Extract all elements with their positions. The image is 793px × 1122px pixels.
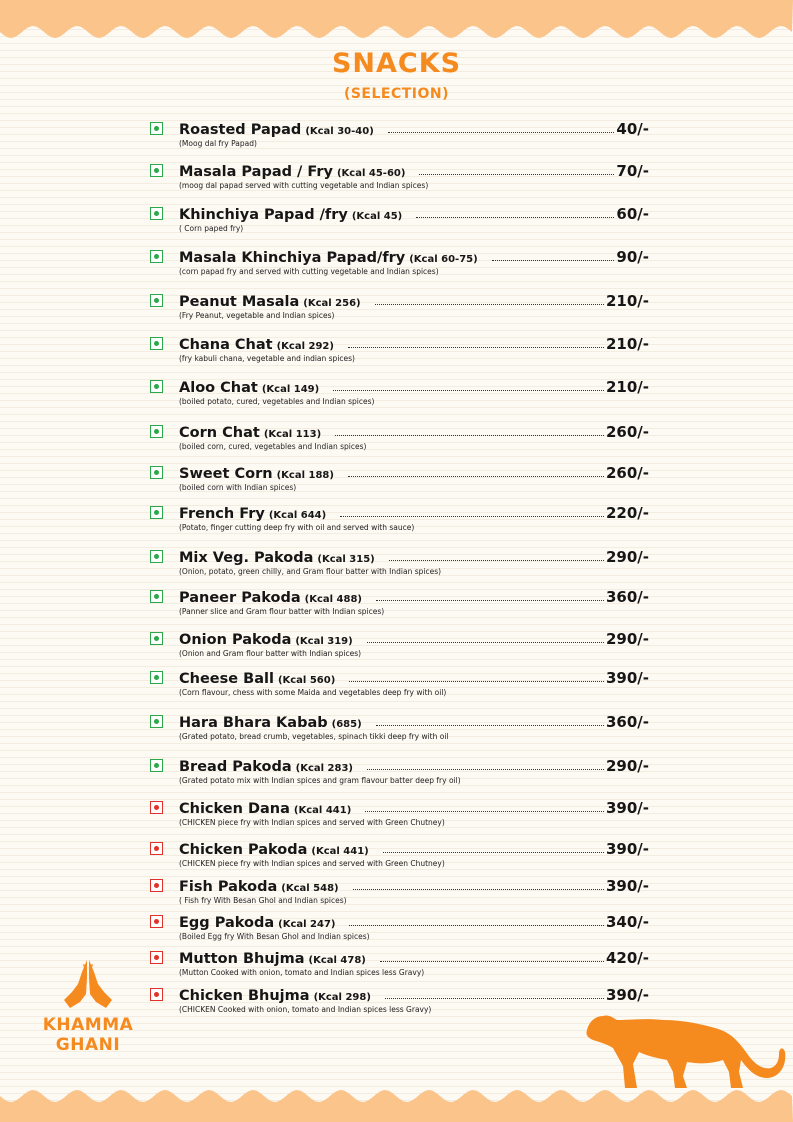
menu-item-name: Egg Pakoda [179, 915, 275, 931]
menu-item-line [179, 333, 649, 353]
menu-item-name: Mix Veg. Pakoda [179, 550, 314, 566]
menu-item-line [179, 628, 649, 648]
dot-leader [389, 560, 604, 561]
menu-item-kcal: (Kcal 113) [263, 429, 322, 440]
menu-item-description: (Onion, potato, green chilly, and Gram flour batter with Indian spices) [179, 567, 442, 576]
dot-leader [492, 260, 615, 261]
menu-item-kcal: (Kcal 292) [276, 341, 334, 352]
menu-item-name: Masala Papad / Fry [179, 164, 333, 180]
dot-leader [353, 889, 604, 890]
menu-item-description: ( Fish fry With Besan Ghol and Indian spices) [179, 896, 347, 905]
menu-item-kcal: (Kcal 188) [276, 470, 334, 481]
menu-item-line [179, 203, 649, 223]
menu-item-name: Chicken Bhujma [179, 988, 310, 1004]
menu-item-price: 210/- [605, 335, 649, 353]
veg-mark-icon [150, 632, 163, 645]
menu-item-description: ( Corn paped fry) [179, 224, 244, 233]
menu-item-line [179, 797, 649, 817]
menu-item-name: Chana Chat [179, 337, 273, 353]
veg-mark-icon [150, 466, 163, 479]
menu-item-kcal: (Kcal 298) [313, 992, 371, 1003]
menu-item-price: 60/- [616, 205, 649, 223]
menu-item-name: Roasted Papad [179, 122, 302, 138]
menu-item [150, 462, 650, 496]
brand-name-line1: KHAMMA [42, 1015, 134, 1035]
leopard-icon [583, 1008, 789, 1088]
menu-item [150, 502, 650, 536]
dot-leader [349, 681, 604, 682]
dot-leader [380, 961, 604, 962]
veg-mark-icon [150, 671, 163, 684]
menu-item-description: (Onion and Gram flour batter with Indian spices) [179, 649, 362, 658]
veg-mark-icon [150, 250, 163, 263]
menu-item-kcal: (685) [331, 719, 362, 730]
menu-item-kcal: (Kcal 441) [293, 805, 352, 816]
veg-mark-icon [150, 164, 163, 177]
menu-item [150, 586, 650, 620]
menu-item-description: (corn papad fry and served with cutting vegetable and Indian spices) [179, 267, 439, 276]
menu-item [150, 376, 650, 410]
menu-item [150, 911, 650, 945]
page-title: SNACKS [331, 48, 462, 79]
dot-leader [365, 811, 604, 812]
page-subtitle: (SELECTION) [343, 86, 450, 102]
menu-item-price: 40/- [616, 120, 649, 138]
veg-mark-icon [150, 590, 163, 603]
menu-item-kcal: (Kcal 644) [268, 510, 327, 521]
menu-item-description: (fry kabuli chana, vegetable and indian spices) [179, 354, 355, 363]
dot-leader [383, 852, 604, 853]
menu-item-price: 290/- [605, 548, 649, 566]
dot-leader [348, 347, 604, 348]
menu-item-line [179, 586, 649, 606]
menu-item-description: (boiled potato, cured, vegetables and Indian spices) [179, 397, 375, 406]
menu-item-name: Chicken Pakoda [179, 842, 308, 858]
dot-leader [348, 476, 604, 477]
veg-mark-icon [150, 122, 163, 135]
veg-mark-icon [150, 337, 163, 350]
menu-item-price: 360/- [605, 713, 649, 731]
menu-item [150, 711, 650, 745]
menu-item-price: 390/- [605, 986, 649, 1004]
brand-name-line2: GHANI [55, 1035, 121, 1055]
menu-item-name: Chicken Dana [179, 801, 290, 817]
menu-item-kcal: (Kcal 488) [304, 594, 362, 605]
menu-item-kcal: (Kcal 478) [308, 955, 366, 966]
menu-item-price: 390/- [605, 877, 649, 895]
menu-item-price: 420/- [605, 949, 649, 967]
dot-leader [367, 769, 604, 770]
menu-item-name: Onion Pakoda [179, 632, 292, 648]
menu-item-name: French Fry [179, 506, 265, 522]
top-wave-band [0, 0, 793, 46]
menu-item [150, 875, 650, 909]
menu-item-line [179, 711, 649, 731]
menu-item-description: (CHICKEN piece fry with Indian spices and served with Green Chutney) [179, 859, 445, 868]
menu-item-name: Peanut Masala [179, 294, 300, 310]
menu-item-description: (Fry Peanut, vegetable and Indian spices) [179, 311, 335, 320]
menu-item-line [179, 246, 649, 266]
menu-item-price: 210/- [605, 378, 649, 396]
dot-leader [376, 725, 604, 726]
menu-item [150, 160, 650, 194]
veg-mark-icon [150, 380, 163, 393]
menu-item-line [179, 421, 649, 441]
menu-item-line [179, 376, 649, 396]
menu-item-name: Hara Bhara Kabab [179, 715, 328, 731]
menu-item [150, 628, 650, 662]
menu-item-kcal: (Kcal 548) [281, 883, 339, 894]
menu-item-name: Khinchiya Papad /fry [179, 207, 348, 223]
menu-item-line [179, 462, 649, 482]
dot-leader [388, 132, 615, 133]
menu-item-description: (Grated potato mix with Indian spices and gram flavour batter deep fry oil) [179, 776, 461, 785]
veg-mark-icon [150, 207, 163, 220]
menu-item-description: (CHICKEN piece fry with Indian spices and served with Green Chutney) [179, 818, 445, 827]
menu-item-description: (boiled corn with Indian spices) [179, 483, 297, 492]
menu-item-line [179, 502, 649, 522]
menu-item-description: (Potato, finger cutting deep fry with oil and served with sauce) [179, 523, 415, 532]
menu-item-description: (Grated potato, bread crumb, vegetables, spinach tikki deep fry with oil [179, 732, 449, 741]
menu-item-name: Bread Pakoda [179, 759, 292, 775]
menu-item-line [179, 755, 649, 775]
menu-item-kcal: (Kcal 560) [277, 675, 336, 686]
nonveg-mark-icon [150, 951, 163, 964]
menu-item-name: Mutton Bhujma [179, 951, 305, 967]
menu-item-line [179, 911, 649, 931]
menu-item-description: (moog dal papad served with cutting vegetable and Indian spices) [179, 181, 429, 190]
menu-item-line [179, 984, 649, 1004]
menu-item-name: Cheese Ball [179, 671, 274, 687]
menu-item-description: (Mutton Cooked with onion, tomato and Indian spices less Gravy) [179, 968, 425, 977]
veg-mark-icon [150, 294, 163, 307]
menu-item-price: 390/- [605, 799, 649, 817]
dot-leader [335, 435, 604, 436]
menu-item-line [179, 546, 649, 566]
menu-item-kcal: (Kcal 283) [295, 763, 354, 774]
dot-leader [375, 304, 604, 305]
dot-leader [385, 998, 604, 999]
menu-item-description: (CHICKEN Cooked with onion, tomato and Indian spices less Gravy) [179, 1005, 432, 1014]
menu-item-price: 70/- [616, 162, 649, 180]
nonveg-mark-icon [150, 988, 163, 1001]
menu-item [150, 333, 650, 367]
menu-item [150, 984, 650, 1018]
menu-item [150, 203, 650, 237]
menu-item [150, 118, 650, 152]
dot-leader [333, 390, 604, 391]
namaste-hands-icon [60, 958, 116, 1012]
menu-item-price: 340/- [605, 913, 649, 931]
menu-item-price: 360/- [605, 588, 649, 606]
menu-item [150, 797, 650, 831]
menu-item [150, 838, 650, 872]
menu-item-kcal: (Kcal 256) [303, 298, 361, 309]
menu-item-price: 390/- [605, 840, 649, 858]
dot-leader [416, 217, 614, 218]
bottom-wave-band [0, 1082, 793, 1122]
nonveg-mark-icon [150, 879, 163, 892]
menu-item-price: 210/- [605, 292, 649, 310]
menu-item-name: Corn Chat [179, 425, 260, 441]
menu-item [150, 947, 650, 981]
menu-item-price: 260/- [605, 464, 649, 482]
menu-item-kcal: (Kcal 30-40) [305, 126, 374, 137]
menu-item-description: (Corn flavour, chess with some Maida and vegetables deep fry with oil) [179, 688, 447, 697]
veg-mark-icon [150, 550, 163, 563]
nonveg-mark-icon [150, 801, 163, 814]
menu-item [150, 755, 650, 789]
menu-item [150, 667, 650, 701]
nonveg-mark-icon [150, 915, 163, 928]
menu-item-line [179, 160, 649, 180]
menu-item-line [179, 947, 649, 967]
menu-item-name: Paneer Pakoda [179, 590, 301, 606]
veg-mark-icon [150, 759, 163, 772]
menu-item-name: Aloo Chat [179, 380, 258, 396]
menu-item-description: (boiled corn, cured, vegetables and Indian spices) [179, 442, 367, 451]
menu-item-price: 90/- [616, 248, 649, 266]
dot-leader [376, 600, 604, 601]
dot-leader [340, 516, 604, 517]
menu-item-name: Fish Pakoda [179, 879, 278, 895]
menu-item-price: 290/- [605, 630, 649, 648]
menu-item-line [179, 875, 649, 895]
brand-logo [30, 958, 146, 1058]
menu-item-price: 390/- [605, 669, 649, 687]
menu-item-description: (Moog dal fry Papad) [179, 139, 257, 148]
menu-item-line [179, 667, 649, 687]
menu-item-line [179, 838, 649, 858]
menu-item-kcal: (Kcal 247) [278, 919, 336, 930]
menu-item-name: Masala Khinchiya Papad/fry [179, 250, 406, 266]
dot-leader [419, 174, 614, 175]
menu-item [150, 290, 650, 324]
menu-item-name: Sweet Corn [179, 466, 273, 482]
menu-item-kcal: (Kcal 45-60) [336, 168, 406, 179]
menu-item-price: 290/- [605, 757, 649, 775]
menu-item-description: (Panner slice and Gram flour batter with Indian spices) [179, 607, 385, 616]
menu-item-line [179, 118, 649, 138]
menu-item-kcal: (Kcal 315) [317, 554, 375, 565]
nonveg-mark-icon [150, 842, 163, 855]
menu-item-kcal: (Kcal 319) [295, 636, 353, 647]
veg-mark-icon [150, 425, 163, 438]
menu-item [150, 546, 650, 580]
menu-item [150, 421, 650, 455]
menu-item-line [179, 290, 649, 310]
dot-leader [349, 925, 604, 926]
dot-leader [367, 642, 604, 643]
veg-mark-icon [150, 715, 163, 728]
menu-item-kcal: (Kcal 60-75) [409, 254, 478, 265]
menu-item-description: (Boiled Egg fry With Besan Ghol and Indian spices) [179, 932, 370, 941]
menu-item [150, 246, 650, 280]
veg-mark-icon [150, 506, 163, 519]
menu-item-kcal: (Kcal 149) [261, 384, 320, 395]
menu-item-price: 220/- [605, 504, 649, 522]
menu-item-kcal: (Kcal 45) [351, 211, 403, 222]
menu-item-kcal: (Kcal 441) [311, 846, 369, 857]
menu-item-price: 260/- [605, 423, 649, 441]
